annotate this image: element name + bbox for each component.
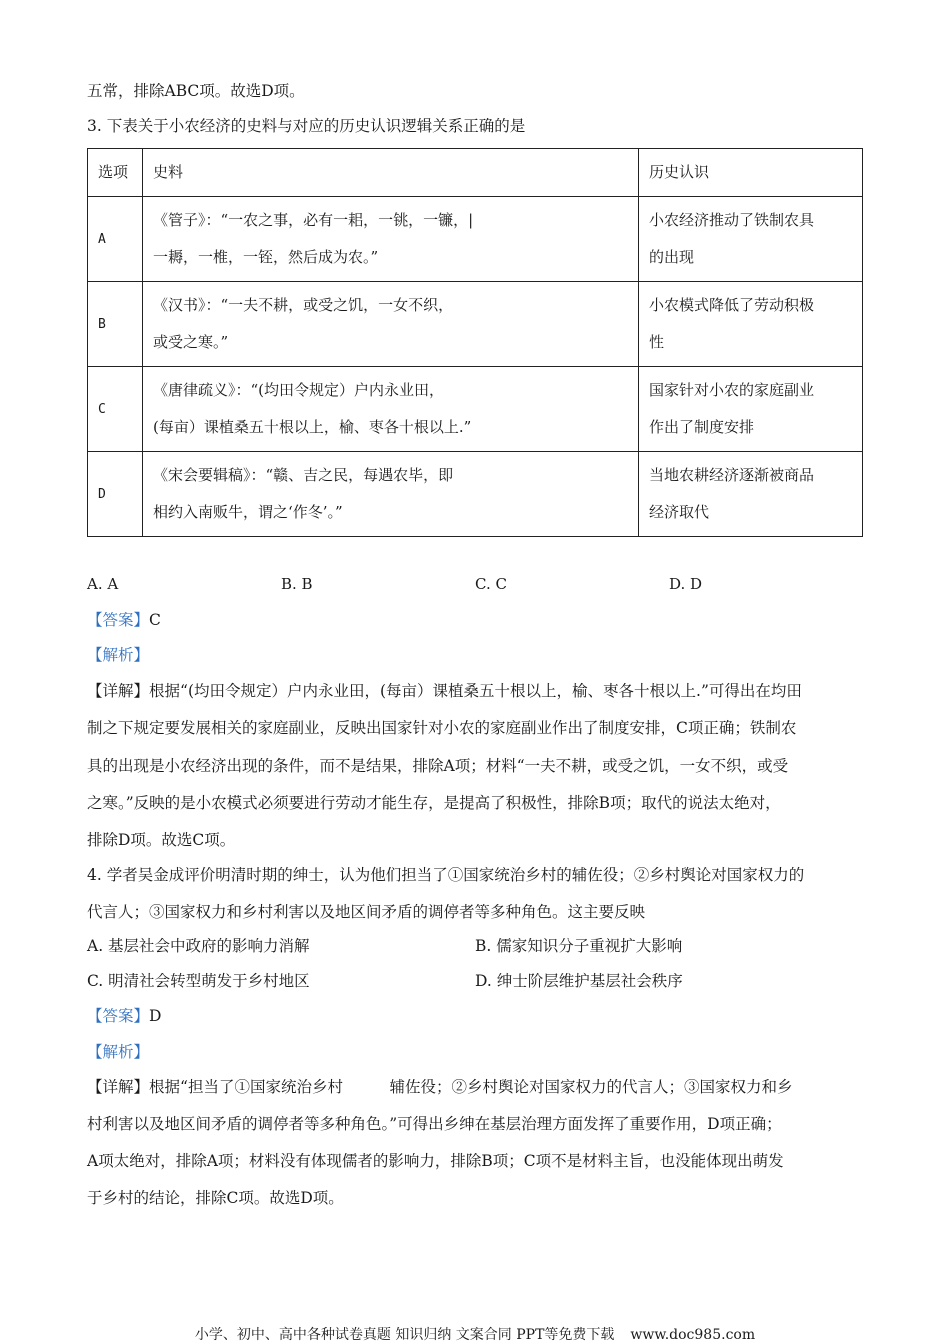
table-row — [88, 367, 863, 452]
answer-label: 【答案】 — [87, 1007, 150, 1025]
row-option: A — [88, 197, 143, 282]
row-material — [143, 367, 639, 452]
q4-answer — [87, 1005, 161, 1027]
material-line: 《宋会要辑稿》：“赣、吉之民，每遇农毕，即 — [153, 466, 454, 484]
q3-detail-line-4: 之寒。”反映的是小农模式必须要进行劳动才能生存，是提高了积极性，排除B项；取代的说法太绝对， — [87, 794, 781, 812]
q3-detail-line-2: 制之下规定要发展相关的家庭副业，反映出国家针对小农的家庭副业作出了制度安排，C项正确；铁制农 — [87, 719, 797, 737]
q4-option-b: B. 儒家知识分子重视扩大影响 — [475, 937, 683, 955]
row-view — [639, 367, 863, 452]
view-line: 小农经济推动了铁制农具 — [649, 211, 815, 229]
material-line: 相约入南贩牛，谓之‘作冬’。” — [153, 503, 343, 521]
q3-option-c: C. C — [475, 575, 507, 593]
view-line: 经济取代 — [649, 503, 710, 521]
q4-option-a: A. 基层社会中政府的影响力消解 — [87, 937, 310, 955]
material-line: 《管子》：“一农之事，必有一耜，一铫，一镰，| — [153, 211, 474, 229]
q4-detail-line-3: A项太绝对，排除A项；材料没有体现儒者的影响力，排除B项；C项不是材料主旨，也没能体现出萌发 — [87, 1152, 784, 1170]
q3-stem: 3. 下表关于小农经济的史料与对应的历史认识逻辑关系正确的是 — [87, 117, 526, 135]
footer-site-link[interactable]: www.doc985.com — [630, 1327, 756, 1343]
q4-detail-line-1: 【详解】根据“担当了①国家统治乡村 辅佐役；②乡村舆论对国家权力的代言人；③国家权力和乡 — [87, 1078, 793, 1096]
material-line: 或受之寒。” — [153, 333, 229, 351]
q4-option-d: D. 绅士阶层维护基层社会秩序 — [475, 972, 683, 990]
q4-option-c: C. 明清社会转型萌发于乡村地区 — [87, 972, 310, 990]
footer-text: 小学、初中、高中各种试卷真题 知识归纳 文案合同 PPT等免费下载 — [194, 1327, 615, 1343]
q4-analysis-label: 【解析】 — [87, 1043, 150, 1061]
view-line: 作出了制度安排 — [649, 418, 755, 436]
row-view — [639, 197, 863, 282]
detail-label: 【详解】 — [87, 682, 150, 700]
table-row — [88, 452, 863, 537]
row-material — [143, 197, 639, 282]
q4-detail-line-2: 村利害以及地区间矛盾的调停者等多种角色。”可得出乡绅在基层治理方面发挥了重要作用，D项正确； — [87, 1115, 782, 1133]
detail-label: 【详解】 — [87, 1078, 150, 1096]
q3-detail-line-3: 具的出现是小农经济出现的条件，而不是结果，排除A项；材料“一夫不耕，或受之饥，一女不织，或受 — [87, 757, 789, 775]
view-line: 的出现 — [649, 248, 695, 266]
row-view — [639, 282, 863, 367]
view-line: 性 — [649, 333, 665, 351]
header-material: 史料 — [143, 149, 639, 197]
q3-answer — [87, 609, 161, 631]
q4-stem-line-2: 代言人；③国家权力和乡村利害以及地区间矛盾的调停者等多种角色。这主要反映 — [87, 903, 646, 921]
material-line: (每亩）课植桑五十根以上，榆、枣各十根以上.” — [153, 418, 472, 436]
view-line: 当地农耕经济逐渐被商品 — [649, 466, 815, 484]
q3-detail-line-1: 【详解】根据“(均田令规定）户内永业田，(每亩）课植桑五十根以上，榆、枣各十根以上.”可得出在均田 — [87, 682, 802, 700]
header-option: 选项 — [88, 149, 143, 197]
row-option: B — [88, 282, 143, 367]
page-footer — [0, 1324, 950, 1344]
q4-detail-line-4: 于乡村的结论，排除C项。故选D项。 — [87, 1189, 344, 1207]
q3-analysis-label: 【解析】 — [87, 646, 150, 664]
source-table — [87, 148, 863, 537]
answer-value: D — [149, 1007, 162, 1025]
header-view: 历史认识 — [639, 149, 863, 197]
material-line: 一耨，一椎，一铚，然后成为农。” — [153, 248, 379, 266]
material-line: 《汉书》：“一夫不耕，或受之饥，一女不织， — [153, 296, 454, 314]
q3-option-b: B. B — [281, 575, 313, 593]
q3-option-d: D. D — [669, 575, 703, 593]
row-option: C — [88, 367, 143, 452]
row-material — [143, 282, 639, 367]
table-row — [88, 197, 863, 282]
view-line: 国家针对小农的家庭副业 — [649, 381, 815, 399]
row-view — [639, 452, 863, 537]
row-option: D — [88, 452, 143, 537]
q3-detail-line-5: 排除D项。故选C项。 — [87, 831, 236, 849]
row-material — [143, 452, 639, 537]
intro-line: 五常，排除ABC项。故选D项。 — [87, 82, 305, 100]
table-row — [88, 282, 863, 367]
answer-label: 【答案】 — [87, 611, 150, 629]
answer-value: C — [149, 611, 161, 629]
view-line: 小农模式降低了劳动积极 — [649, 296, 815, 314]
table-header-row — [88, 149, 863, 197]
material-line: 《唐律疏义》：“(均田令规定）户内永业田， — [153, 381, 445, 399]
q3-option-a: A. A — [87, 575, 119, 593]
q4-stem-line-1: 4. 学者吴金成评价明清时期的绅士，认为他们担当了①国家统治乡村的辅佐役；②乡村舆论对国家权力的 — [87, 866, 805, 884]
